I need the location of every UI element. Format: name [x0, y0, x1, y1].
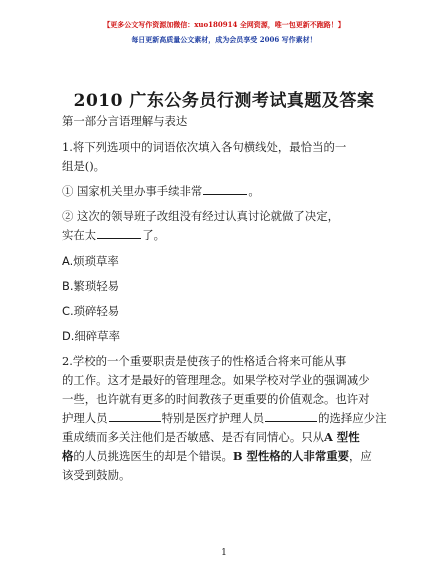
option-b: B.繁琐轻易: [62, 279, 119, 293]
question-2-line-6: [62, 448, 392, 464]
question-1-stem-line-2: 组是()。: [62, 159, 106, 173]
question-2-line-4: [62, 410, 392, 426]
question-1-sentence-2-line-2: [62, 227, 392, 243]
sentence-2-text: 实在太: [62, 228, 97, 242]
section-heading: 第一部分言语理解与表达: [62, 114, 188, 128]
line-4-part-3: 的选择应少注: [318, 411, 387, 425]
question-2-line-1: 2.学校的一个重要职责是使孩子的性格适合将来可能从事: [62, 354, 347, 368]
sentence-1-text: ① 国家机关里办事手续非常: [62, 184, 203, 198]
option-d: D.细碎草率: [62, 329, 120, 343]
question-2-line-3: 一些，也许就有更多的时间教孩子更重要的价值观念。也许对: [62, 392, 370, 406]
sentence-1-end: 。: [248, 184, 260, 198]
promo-banner-bottom: 每日更新高质量公文素材，成为会员享受 2006 写作素材！: [131, 35, 317, 44]
line-6-bold-2: B 型性格的人非常重要: [232, 449, 349, 463]
line-6-bold-1: 格: [62, 449, 74, 463]
option-a: A.烦琐草率: [62, 254, 119, 268]
question-1-stem-line-1: 1.将下列选项中的词语依次填入各句横线处，最恰当的一: [62, 140, 347, 154]
line-5-bold: A 型性: [324, 430, 360, 444]
option-c: C.琐碎轻易: [62, 304, 120, 318]
question-2-line-7: 该受到鼓励。: [62, 468, 131, 482]
line-4-part-2: 特别是医疗护理人员: [161, 411, 265, 425]
line-6-text: 的人员挑选医生的却是个错误。: [73, 449, 233, 463]
line-6-end: ，应: [349, 449, 372, 463]
promo-banner-top: 【更多公文写作资源加微信：xuo180914 全网资源，唯一包更新不跑路！】: [103, 20, 345, 29]
sentence-2-end: 了。: [142, 228, 165, 242]
line-5-text: 重成绩而多关注他们是否敏感、是否有同情心。只从: [62, 430, 324, 444]
fill-blank: [97, 227, 141, 239]
fill-blank: [265, 410, 317, 422]
page-number: 1: [221, 548, 227, 558]
question-1-sentence-1: [62, 183, 392, 199]
line-4-part-1: 护理人员: [62, 411, 108, 425]
fill-blank: [203, 183, 247, 195]
question-1-sentence-2-line-1: ② 这次的领导班子改组没有经过认真讨论就做了决定，: [62, 209, 339, 223]
question-2-line-2: 的工作。这才是最好的管理理念。如果学校对学业的强调减少: [62, 373, 370, 387]
document-title: 2010 广东公务员行测考试真题及答案: [73, 91, 375, 111]
question-2-line-5: [62, 429, 392, 445]
fill-blank: [109, 410, 161, 422]
